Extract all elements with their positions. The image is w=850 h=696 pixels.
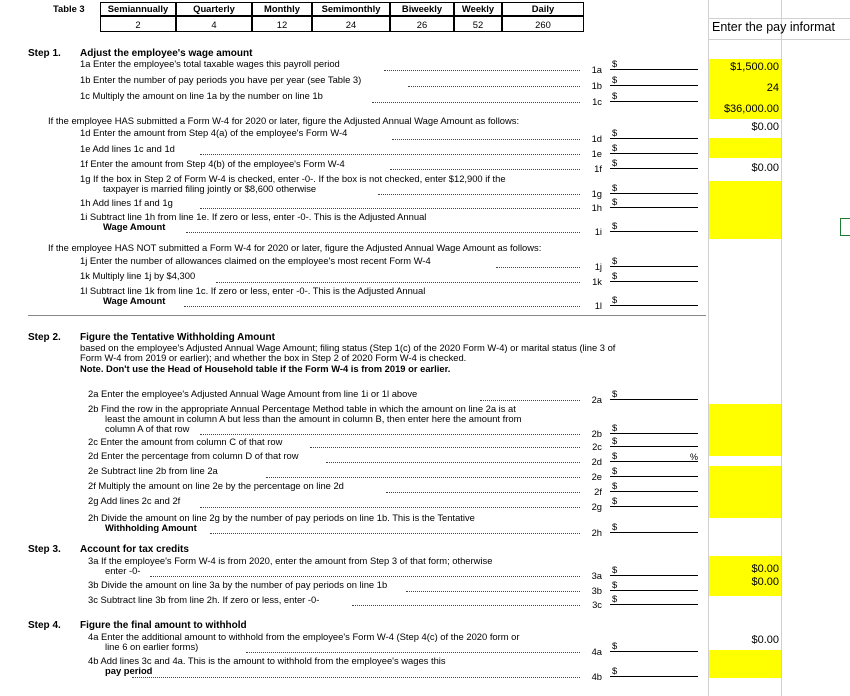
leader-dots bbox=[406, 591, 580, 592]
table3-header: Weekly bbox=[454, 2, 502, 16]
entry-field-1a[interactable] bbox=[610, 69, 698, 70]
line-number-1e: 1e bbox=[591, 148, 602, 159]
entry-field-4a[interactable] bbox=[610, 651, 698, 652]
line-1j-text: 1j Enter the number of allowances claimed on the employee's most recent Form W-4 bbox=[80, 255, 431, 266]
line-number-1l: 1l bbox=[594, 300, 602, 311]
dollar-sign-2a: $ bbox=[612, 388, 618, 399]
line-1l-text: 1l Subtract line 1k from line 1c. If zero or less, enter -0-. This is the Adjusted Annual bbox=[80, 285, 426, 296]
dollar-sign-2b: $ bbox=[612, 422, 618, 433]
line-number-1h: 1h bbox=[591, 202, 602, 213]
table3-header: Biweekly bbox=[390, 2, 454, 16]
table3-value: 52 bbox=[454, 16, 502, 32]
table3-value: 2 bbox=[100, 16, 176, 32]
entry-field-3a[interactable] bbox=[610, 575, 698, 576]
dollar-sign-2c: $ bbox=[612, 435, 618, 446]
line-3c-text: 3c Subtract line 3b from line 2h. If zero or less, enter -0- bbox=[88, 594, 320, 605]
entry-field-2f[interactable] bbox=[610, 491, 698, 492]
table3-header: Daily bbox=[502, 2, 584, 16]
value-3b[interactable]: $0.00 bbox=[751, 576, 779, 588]
leader-dots bbox=[372, 102, 580, 103]
step2-desc-2: Form W-4 from 2019 or earlier); and whether the box in Step 2 of 2020 Form W-4 is checked. bbox=[80, 352, 467, 363]
value-1b[interactable]: 24 bbox=[766, 82, 779, 94]
line-3a-text: 3a If the employee's Form W-4 is from 2020, enter the amount from Step 3 of that form; otherwise bbox=[88, 555, 493, 566]
grid-line bbox=[708, 18, 850, 19]
dollar-sign-3a: $ bbox=[612, 564, 618, 575]
entry-field-1i[interactable] bbox=[610, 231, 698, 232]
line-1i-text: 1i Subtract line 1h from line 1e. If zero or less, enter -0-. This is the Adjusted Annual bbox=[80, 211, 427, 222]
line-2a-text: 2a Enter the employee's Adjusted Annual Wage Amount from line 1i or 1l above bbox=[88, 388, 418, 399]
value-4a[interactable]: $0.00 bbox=[751, 634, 779, 646]
line-4a-text: 4a Enter the additional amount to withhold from the employee's Form W-4 (Step 4(c) of the 2020 form or bbox=[88, 631, 520, 642]
entry-field-2g[interactable] bbox=[610, 506, 698, 507]
table3-value: 12 bbox=[252, 16, 312, 32]
entry-field-1j[interactable] bbox=[610, 266, 698, 267]
line-1a-text: 1a Enter the employee's total taxable wages this payroll period bbox=[80, 58, 340, 69]
line-1g-text: 1g If the box in Step 2 of Form W-4 is checked, enter -0-. If the box is not checked, enter $12,900 if the bbox=[80, 173, 506, 184]
step2-note: Note. Don't use the Head of Household table if the Form W-4 is from 2019 or earlier. bbox=[80, 363, 451, 374]
value-1a[interactable]: $1,500.00 bbox=[730, 61, 779, 73]
entry-field-1e[interactable] bbox=[610, 153, 698, 154]
dollar-sign-2g: $ bbox=[612, 495, 618, 506]
leader-dots bbox=[216, 282, 580, 283]
entry-field-1b[interactable] bbox=[610, 85, 698, 86]
entry-field-1d[interactable] bbox=[610, 138, 698, 139]
leader-dots bbox=[200, 154, 580, 155]
entry-field-2c[interactable] bbox=[610, 446, 698, 447]
dollar-sign-3c: $ bbox=[612, 593, 618, 604]
line-number-2b: 2b bbox=[591, 428, 602, 439]
dollar-sign-1l: $ bbox=[612, 294, 618, 305]
leader-dots bbox=[200, 507, 580, 508]
leader-dots bbox=[186, 232, 580, 233]
line-number-1a: 1a bbox=[591, 64, 602, 75]
line-3b-text: 3b Divide the amount on line 3a by the number of pay periods on line 1b bbox=[88, 579, 388, 590]
dollar-sign-1k: $ bbox=[612, 270, 618, 281]
dollar-sign-1j: $ bbox=[612, 255, 618, 266]
line-2e-text: 2e Subtract line 2b from line 2a bbox=[88, 465, 218, 476]
leader-dots bbox=[390, 169, 580, 170]
entry-field-2h[interactable] bbox=[610, 532, 698, 533]
line-1h-text: 1h Add lines 1f and 1g bbox=[80, 197, 173, 208]
dollar-sign-1g: $ bbox=[612, 182, 618, 193]
selection-cursor-icon bbox=[840, 218, 850, 236]
dollar-sign-1b: $ bbox=[612, 74, 618, 85]
table3-value: 4 bbox=[176, 16, 252, 32]
line-number-1d: 1d bbox=[591, 133, 602, 144]
line-number-1g: 1g bbox=[591, 188, 602, 199]
step2-desc-1: based on the employee's Adjusted Annual Wage Amount; filing status (Step 1(c) of the 2020 Form W-4) or marital status (line 3 of bbox=[80, 342, 616, 353]
step3-label: Step 3. bbox=[28, 544, 61, 555]
leader-dots bbox=[480, 400, 580, 401]
line-1d-text: 1d Enter the amount from Step 4(a) of the employee's Form W-4 bbox=[80, 127, 348, 138]
line-number-3b: 3b bbox=[591, 585, 602, 596]
line-number-4b: 4b bbox=[591, 671, 602, 682]
line-number-3c: 3c bbox=[592, 599, 602, 610]
line-number-1i: 1i bbox=[594, 226, 602, 237]
value-1f[interactable]: $0.00 bbox=[751, 162, 779, 174]
dollar-sign-4a: $ bbox=[612, 640, 618, 651]
leader-dots bbox=[310, 447, 580, 448]
dollar-sign-3b: $ bbox=[612, 579, 618, 590]
dollar-sign-2f: $ bbox=[612, 480, 618, 491]
step2-label: Step 2. bbox=[28, 332, 61, 343]
line-2h-text: 2h Divide the amount on line 2g by the number of pay periods on line 1b. This is the Tentative bbox=[88, 512, 475, 523]
leader-dots bbox=[496, 267, 580, 268]
line-2c-text: 2c Enter the amount from column C of that row bbox=[88, 436, 283, 447]
dollar-sign-1a: $ bbox=[612, 58, 618, 69]
table3-value: 24 bbox=[312, 16, 390, 32]
dollar-sign-1d: $ bbox=[612, 127, 618, 138]
dollar-sign-1h: $ bbox=[612, 196, 618, 207]
value-1d[interactable]: $0.00 bbox=[751, 121, 779, 133]
leader-dots bbox=[246, 652, 580, 653]
line-number-1b: 1b bbox=[591, 80, 602, 91]
grid-line bbox=[708, 39, 850, 40]
line-number-2a: 2a bbox=[591, 394, 602, 405]
line-number-1f: 1f bbox=[594, 163, 602, 174]
entry-field-4b[interactable] bbox=[610, 676, 698, 677]
panel-col-divider bbox=[781, 0, 782, 696]
leader-dots bbox=[392, 139, 580, 140]
entry-field-1f[interactable] bbox=[610, 168, 698, 169]
line-number-2e: 2e bbox=[591, 471, 602, 482]
line-1i-text-2: Wage Amount bbox=[103, 221, 166, 232]
input-cell-2a-2c[interactable] bbox=[709, 404, 781, 456]
leader-dots bbox=[200, 434, 580, 435]
leader-dots bbox=[132, 677, 580, 678]
line-3a-text-2: enter -0- bbox=[105, 565, 141, 576]
line-1c-text: 1c Multiply the amount on line 1a by the number on line 1b bbox=[80, 90, 323, 101]
section-divider bbox=[28, 315, 706, 316]
entry-field-2d[interactable] bbox=[610, 461, 698, 462]
line-number-1c: 1c bbox=[592, 96, 602, 107]
table3-value: 26 bbox=[390, 16, 454, 32]
leader-dots bbox=[200, 208, 580, 209]
leader-dots bbox=[352, 605, 580, 606]
leader-dots bbox=[378, 194, 580, 195]
dollar-sign-2e: $ bbox=[612, 465, 618, 476]
entry-field-1g[interactable] bbox=[610, 193, 698, 194]
line-2b-text-2: least the amount in column A but less than the amount in column B, then enter here the amount from bbox=[105, 413, 522, 424]
line-1b-text: 1b Enter the number of pay periods you have per year (see Table 3) bbox=[80, 74, 362, 85]
line-2f-text: 2f Multiply the amount on line 2e by the percentage on line 2d bbox=[88, 480, 344, 491]
value-1c[interactable]: $36,000.00 bbox=[723, 103, 779, 115]
entry-field-3b[interactable] bbox=[610, 590, 698, 591]
dollar-sign-1f: $ bbox=[612, 157, 618, 168]
dollar-sign-2d: $ bbox=[612, 450, 618, 461]
dollar-sign-1e: $ bbox=[612, 142, 618, 153]
line-number-2g: 2g bbox=[591, 501, 602, 512]
percent-sign: % bbox=[690, 452, 699, 462]
line-1f-text: 1f Enter the amount from Step 4(b) of the employee's Form W-4 bbox=[80, 158, 345, 169]
leader-dots bbox=[210, 533, 580, 534]
line-2g-text: 2g Add lines 2c and 2f bbox=[88, 495, 181, 506]
entry-field-1h[interactable] bbox=[610, 207, 698, 208]
entry-field-1c[interactable] bbox=[610, 101, 698, 102]
entry-field-1l[interactable] bbox=[610, 305, 698, 306]
line-2d-text: 2d Enter the percentage from column D of that row bbox=[88, 450, 299, 461]
step1-title: Adjust the employee's wage amount bbox=[80, 48, 253, 59]
line-4a-text-2: line 6 on earlier forms) bbox=[105, 641, 199, 652]
line-number-1j: 1j bbox=[594, 261, 602, 272]
step4-title: Figure the final amount to withhold bbox=[80, 620, 247, 631]
dollar-sign-2h: $ bbox=[612, 521, 618, 532]
line-2b-text-3: column A of that row bbox=[105, 423, 190, 434]
line-number-3a: 3a bbox=[591, 570, 602, 581]
leader-dots bbox=[184, 306, 580, 307]
table3-header: Semimonthly bbox=[312, 2, 390, 16]
leader-dots bbox=[326, 462, 580, 463]
step4-label: Step 4. bbox=[28, 620, 61, 631]
not-w4-intro: If the employee HAS NOT submitted a Form W-4 for 2020 or later, figure the Adjusted Annual Wage Amount as follows: bbox=[48, 242, 542, 253]
line-2b-text: 2b Find the row in the appropriate Annual Percentage Method table in which the amount on line 2a is at bbox=[88, 403, 516, 414]
line-4b-text-2: pay period bbox=[105, 665, 153, 676]
input-cell-2e-2g[interactable] bbox=[709, 466, 781, 518]
line-number-4a: 4a bbox=[591, 646, 602, 657]
table3-header: Quarterly bbox=[176, 2, 252, 16]
dollar-sign-4b: $ bbox=[612, 665, 618, 676]
entry-field-2e[interactable] bbox=[610, 476, 698, 477]
table3-label: Table 3 bbox=[53, 3, 85, 14]
line-1l-text-2: Wage Amount bbox=[103, 295, 166, 306]
line-number-2h: 2h bbox=[591, 527, 602, 538]
value-3a[interactable]: $0.00 bbox=[751, 563, 779, 575]
dollar-sign-1c: $ bbox=[612, 90, 618, 101]
has-w4-intro: If the employee HAS submitted a Form W-4 for 2020 or later, figure the Adjusted Annual Wage Amount as follows: bbox=[48, 115, 520, 126]
step1-label: Step 1. bbox=[28, 48, 61, 59]
line-number-2f: 2f bbox=[594, 486, 602, 497]
step3-title: Account for tax credits bbox=[80, 544, 189, 555]
line-number-1k: 1k bbox=[592, 276, 602, 287]
line-2h-text-2: Withholding Amount bbox=[105, 522, 197, 533]
line-number-2d: 2d bbox=[591, 456, 602, 467]
leader-dots bbox=[408, 86, 580, 87]
dollar-sign-1i: $ bbox=[612, 220, 618, 231]
step2-title: Figure the Tentative Withholding Amount bbox=[80, 332, 275, 343]
entry-field-3c[interactable] bbox=[610, 604, 698, 605]
table3-header: Monthly bbox=[252, 2, 312, 16]
table3-value: 260 bbox=[502, 16, 584, 32]
panel-prompt: Enter the pay informat bbox=[712, 20, 835, 34]
leader-dots bbox=[266, 477, 580, 478]
input-cell-4b[interactable] bbox=[709, 650, 781, 678]
entry-field-1k[interactable] bbox=[610, 281, 698, 282]
input-cell-1g-1i[interactable] bbox=[709, 181, 781, 239]
table3-header: Semiannually bbox=[100, 2, 176, 16]
line-1k-text: 1k Multiply line 1j by $4,300 bbox=[80, 270, 196, 281]
leader-dots bbox=[384, 70, 580, 71]
line-4b-text: 4b Add lines 3c and 4a. This is the amount to withhold from the employee's wages this bbox=[88, 655, 446, 666]
entry-field-2b[interactable] bbox=[610, 433, 698, 434]
line-1g-text-2: taxpayer is married filing jointly or $8,600 otherwise bbox=[103, 183, 317, 194]
line-1e-text: 1e Add lines 1c and 1d bbox=[80, 143, 175, 154]
leader-dots bbox=[150, 576, 580, 577]
leader-dots bbox=[386, 492, 580, 493]
line-number-2c: 2c bbox=[592, 441, 602, 452]
entry-field-2a[interactable] bbox=[610, 399, 698, 400]
input-cell-1e[interactable] bbox=[709, 138, 781, 158]
